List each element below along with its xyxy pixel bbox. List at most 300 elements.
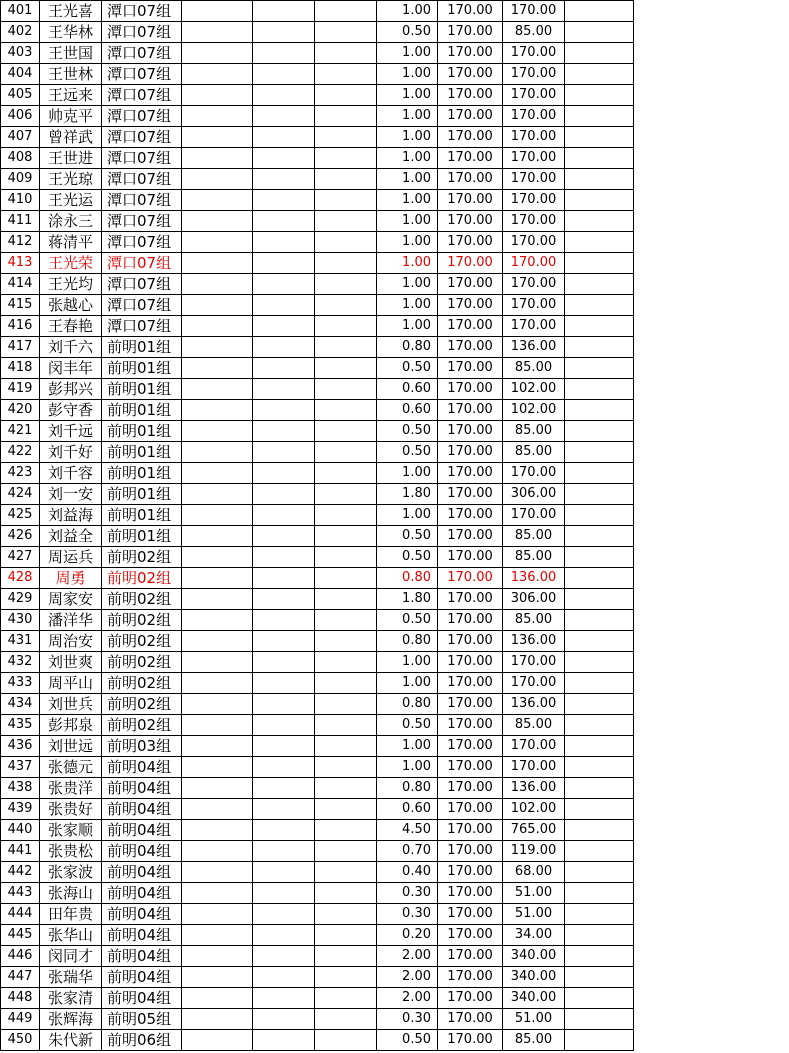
quantity-cell[interactable]: 0.50	[377, 526, 438, 547]
empty-cell[interactable]	[565, 106, 634, 127]
empty-cell[interactable]	[565, 589, 634, 610]
group-cell[interactable]: 前明01组	[102, 337, 182, 358]
empty-cell[interactable]	[182, 883, 253, 904]
amount-cell[interactable]: 136.00	[503, 568, 565, 589]
name-cell[interactable]: 闵同才	[40, 946, 102, 967]
row-number-cell[interactable]: 416	[1, 316, 40, 337]
row-number-cell[interactable]: 419	[1, 379, 40, 400]
row-number-cell[interactable]: 406	[1, 106, 40, 127]
group-cell[interactable]: 前明01组	[102, 526, 182, 547]
unit-price-cell[interactable]: 170.00	[438, 883, 503, 904]
empty-cell[interactable]	[315, 652, 377, 673]
quantity-cell[interactable]: 1.00	[377, 505, 438, 526]
empty-cell[interactable]	[315, 610, 377, 631]
empty-cell[interactable]	[315, 463, 377, 484]
empty-cell[interactable]	[565, 316, 634, 337]
quantity-cell[interactable]: 1.00	[377, 43, 438, 64]
amount-cell[interactable]: 136.00	[503, 778, 565, 799]
empty-cell[interactable]	[565, 484, 634, 505]
empty-cell[interactable]	[182, 589, 253, 610]
empty-cell[interactable]	[253, 652, 315, 673]
empty-cell[interactable]	[182, 1, 253, 22]
row-number-cell[interactable]: 422	[1, 442, 40, 463]
empty-cell[interactable]	[565, 694, 634, 715]
row-number-cell[interactable]: 448	[1, 988, 40, 1009]
row-number-cell[interactable]: 447	[1, 967, 40, 988]
group-cell[interactable]: 前明04组	[102, 778, 182, 799]
empty-cell[interactable]	[253, 589, 315, 610]
unit-price-cell[interactable]: 170.00	[438, 85, 503, 106]
empty-cell[interactable]	[315, 379, 377, 400]
empty-cell[interactable]	[182, 22, 253, 43]
empty-cell[interactable]	[182, 64, 253, 85]
name-cell[interactable]: 王光琼	[40, 169, 102, 190]
quantity-cell[interactable]: 1.80	[377, 484, 438, 505]
amount-cell[interactable]: 170.00	[503, 505, 565, 526]
unit-price-cell[interactable]: 170.00	[438, 631, 503, 652]
empty-cell[interactable]	[182, 925, 253, 946]
group-cell[interactable]: 前明01组	[102, 484, 182, 505]
empty-cell[interactable]	[565, 253, 634, 274]
empty-cell[interactable]	[315, 400, 377, 421]
quantity-cell[interactable]: 0.50	[377, 421, 438, 442]
quantity-cell[interactable]: 0.50	[377, 1030, 438, 1051]
empty-cell[interactable]	[315, 547, 377, 568]
row-number-cell[interactable]: 421	[1, 421, 40, 442]
group-cell[interactable]: 前明05组	[102, 1009, 182, 1030]
quantity-cell[interactable]: 2.00	[377, 946, 438, 967]
unit-price-cell[interactable]: 170.00	[438, 526, 503, 547]
empty-cell[interactable]	[253, 1030, 315, 1051]
empty-cell[interactable]	[182, 295, 253, 316]
quantity-cell[interactable]: 0.60	[377, 379, 438, 400]
group-cell[interactable]: 前明02组	[102, 547, 182, 568]
amount-cell[interactable]: 170.00	[503, 190, 565, 211]
empty-cell[interactable]	[182, 316, 253, 337]
name-cell[interactable]: 王世进	[40, 148, 102, 169]
empty-cell[interactable]	[315, 232, 377, 253]
unit-price-cell[interactable]: 170.00	[438, 1009, 503, 1030]
group-cell[interactable]: 前明01组	[102, 442, 182, 463]
amount-cell[interactable]: 170.00	[503, 64, 565, 85]
empty-cell[interactable]	[315, 43, 377, 64]
empty-cell[interactable]	[182, 253, 253, 274]
empty-cell[interactable]	[315, 904, 377, 925]
group-cell[interactable]: 前明02组	[102, 631, 182, 652]
row-number-cell[interactable]: 440	[1, 820, 40, 841]
empty-cell[interactable]	[182, 337, 253, 358]
group-cell[interactable]: 前明06组	[102, 1030, 182, 1051]
quantity-cell[interactable]: 0.30	[377, 904, 438, 925]
empty-cell[interactable]	[565, 778, 634, 799]
name-cell[interactable]: 周治安	[40, 631, 102, 652]
amount-cell[interactable]: 765.00	[503, 820, 565, 841]
row-number-cell[interactable]: 431	[1, 631, 40, 652]
empty-cell[interactable]	[253, 946, 315, 967]
empty-cell[interactable]	[315, 799, 377, 820]
amount-cell[interactable]: 85.00	[503, 22, 565, 43]
empty-cell[interactable]	[565, 337, 634, 358]
empty-cell[interactable]	[182, 547, 253, 568]
amount-cell[interactable]: 119.00	[503, 841, 565, 862]
group-cell[interactable]: 潭口07组	[102, 253, 182, 274]
quantity-cell[interactable]: 0.80	[377, 694, 438, 715]
group-cell[interactable]: 前明04组	[102, 820, 182, 841]
unit-price-cell[interactable]: 170.00	[438, 589, 503, 610]
empty-cell[interactable]	[182, 1009, 253, 1030]
group-cell[interactable]: 前明02组	[102, 694, 182, 715]
row-number-cell[interactable]: 430	[1, 610, 40, 631]
empty-cell[interactable]	[565, 274, 634, 295]
empty-cell[interactable]	[315, 1009, 377, 1030]
empty-cell[interactable]	[315, 568, 377, 589]
empty-cell[interactable]	[315, 967, 377, 988]
group-cell[interactable]: 前明04组	[102, 967, 182, 988]
name-cell[interactable]: 刘世爽	[40, 652, 102, 673]
empty-cell[interactable]	[565, 148, 634, 169]
unit-price-cell[interactable]: 170.00	[438, 442, 503, 463]
unit-price-cell[interactable]: 170.00	[438, 967, 503, 988]
amount-cell[interactable]: 102.00	[503, 379, 565, 400]
group-cell[interactable]: 前明04组	[102, 799, 182, 820]
row-number-cell[interactable]: 439	[1, 799, 40, 820]
empty-cell[interactable]	[253, 127, 315, 148]
empty-cell[interactable]	[315, 22, 377, 43]
group-cell[interactable]: 前明03组	[102, 736, 182, 757]
amount-cell[interactable]: 136.00	[503, 694, 565, 715]
unit-price-cell[interactable]: 170.00	[438, 190, 503, 211]
empty-cell[interactable]	[565, 64, 634, 85]
empty-cell[interactable]	[315, 883, 377, 904]
row-number-cell[interactable]: 446	[1, 946, 40, 967]
group-cell[interactable]: 前明01组	[102, 379, 182, 400]
empty-cell[interactable]	[253, 43, 315, 64]
row-number-cell[interactable]: 420	[1, 400, 40, 421]
row-number-cell[interactable]: 450	[1, 1030, 40, 1051]
quantity-cell[interactable]: 0.30	[377, 1009, 438, 1030]
quantity-cell[interactable]: 2.00	[377, 967, 438, 988]
empty-cell[interactable]	[253, 526, 315, 547]
empty-cell[interactable]	[182, 505, 253, 526]
amount-cell[interactable]: 170.00	[503, 316, 565, 337]
group-cell[interactable]: 前明01组	[102, 463, 182, 484]
quantity-cell[interactable]: 1.00	[377, 757, 438, 778]
empty-cell[interactable]	[565, 442, 634, 463]
empty-cell[interactable]	[253, 337, 315, 358]
amount-cell[interactable]: 68.00	[503, 862, 565, 883]
name-cell[interactable]: 闵丰年	[40, 358, 102, 379]
empty-cell[interactable]	[253, 232, 315, 253]
quantity-cell[interactable]: 1.00	[377, 253, 438, 274]
empty-cell[interactable]	[565, 904, 634, 925]
amount-cell[interactable]: 170.00	[503, 736, 565, 757]
quantity-cell[interactable]: 2.00	[377, 988, 438, 1009]
empty-cell[interactable]	[315, 106, 377, 127]
empty-cell[interactable]	[253, 967, 315, 988]
unit-price-cell[interactable]: 170.00	[438, 421, 503, 442]
name-cell[interactable]: 刘世远	[40, 736, 102, 757]
row-number-cell[interactable]: 408	[1, 148, 40, 169]
empty-cell[interactable]	[315, 820, 377, 841]
amount-cell[interactable]: 102.00	[503, 400, 565, 421]
empty-cell[interactable]	[253, 925, 315, 946]
group-cell[interactable]: 前明02组	[102, 652, 182, 673]
empty-cell[interactable]	[315, 1, 377, 22]
quantity-cell[interactable]: 1.00	[377, 736, 438, 757]
empty-cell[interactable]	[315, 253, 377, 274]
unit-price-cell[interactable]: 170.00	[438, 799, 503, 820]
amount-cell[interactable]: 51.00	[503, 904, 565, 925]
name-cell[interactable]: 张海山	[40, 883, 102, 904]
group-cell[interactable]: 前明04组	[102, 988, 182, 1009]
empty-cell[interactable]	[253, 547, 315, 568]
unit-price-cell[interactable]: 170.00	[438, 463, 503, 484]
unit-price-cell[interactable]: 170.00	[438, 253, 503, 274]
empty-cell[interactable]	[182, 610, 253, 631]
empty-cell[interactable]	[182, 484, 253, 505]
unit-price-cell[interactable]: 170.00	[438, 337, 503, 358]
empty-cell[interactable]	[182, 148, 253, 169]
group-cell[interactable]: 前明04组	[102, 841, 182, 862]
group-cell[interactable]: 潭口07组	[102, 190, 182, 211]
empty-cell[interactable]	[182, 106, 253, 127]
quantity-cell[interactable]: 0.50	[377, 358, 438, 379]
name-cell[interactable]: 王光荣	[40, 253, 102, 274]
quantity-cell[interactable]: 1.00	[377, 127, 438, 148]
unit-price-cell[interactable]: 170.00	[438, 841, 503, 862]
group-cell[interactable]: 前明02组	[102, 610, 182, 631]
name-cell[interactable]: 王春艳	[40, 316, 102, 337]
unit-price-cell[interactable]: 170.00	[438, 778, 503, 799]
unit-price-cell[interactable]: 170.00	[438, 694, 503, 715]
name-cell[interactable]: 张家顺	[40, 820, 102, 841]
empty-cell[interactable]	[565, 715, 634, 736]
quantity-cell[interactable]: 1.00	[377, 673, 438, 694]
group-cell[interactable]: 潭口07组	[102, 232, 182, 253]
empty-cell[interactable]	[565, 757, 634, 778]
group-cell[interactable]: 前明01组	[102, 505, 182, 526]
quantity-cell[interactable]: 0.80	[377, 778, 438, 799]
empty-cell[interactable]	[315, 505, 377, 526]
unit-price-cell[interactable]: 170.00	[438, 211, 503, 232]
quantity-cell[interactable]: 0.80	[377, 631, 438, 652]
name-cell[interactable]: 刘千容	[40, 463, 102, 484]
name-cell[interactable]: 彭守香	[40, 400, 102, 421]
empty-cell[interactable]	[253, 316, 315, 337]
unit-price-cell[interactable]: 170.00	[438, 106, 503, 127]
quantity-cell[interactable]: 1.80	[377, 589, 438, 610]
row-number-cell[interactable]: 413	[1, 253, 40, 274]
row-number-cell[interactable]: 436	[1, 736, 40, 757]
empty-cell[interactable]	[253, 400, 315, 421]
name-cell[interactable]: 张华山	[40, 925, 102, 946]
name-cell[interactable]: 潘洋华	[40, 610, 102, 631]
name-cell[interactable]: 彭邦兴	[40, 379, 102, 400]
quantity-cell[interactable]: 0.70	[377, 841, 438, 862]
empty-cell[interactable]	[253, 862, 315, 883]
unit-price-cell[interactable]: 170.00	[438, 316, 503, 337]
empty-cell[interactable]	[565, 1009, 634, 1030]
group-cell[interactable]: 潭口07组	[102, 274, 182, 295]
quantity-cell[interactable]: 1.00	[377, 463, 438, 484]
empty-cell[interactable]	[182, 841, 253, 862]
empty-cell[interactable]	[182, 43, 253, 64]
empty-cell[interactable]	[565, 169, 634, 190]
quantity-cell[interactable]: 1.00	[377, 169, 438, 190]
empty-cell[interactable]	[253, 295, 315, 316]
amount-cell[interactable]: 34.00	[503, 925, 565, 946]
empty-cell[interactable]	[182, 904, 253, 925]
empty-cell[interactable]	[315, 631, 377, 652]
empty-cell[interactable]	[253, 799, 315, 820]
amount-cell[interactable]: 170.00	[503, 169, 565, 190]
empty-cell[interactable]	[565, 568, 634, 589]
unit-price-cell[interactable]: 170.00	[438, 673, 503, 694]
empty-cell[interactable]	[315, 841, 377, 862]
group-cell[interactable]: 前明02组	[102, 589, 182, 610]
group-cell[interactable]: 潭口07组	[102, 43, 182, 64]
empty-cell[interactable]	[253, 442, 315, 463]
empty-cell[interactable]	[565, 421, 634, 442]
empty-cell[interactable]	[253, 736, 315, 757]
group-cell[interactable]: 前明04组	[102, 925, 182, 946]
empty-cell[interactable]	[565, 673, 634, 694]
name-cell[interactable]: 张贵好	[40, 799, 102, 820]
amount-cell[interactable]: 170.00	[503, 211, 565, 232]
empty-cell[interactable]	[315, 484, 377, 505]
quantity-cell[interactable]: 1.00	[377, 85, 438, 106]
empty-cell[interactable]	[565, 820, 634, 841]
unit-price-cell[interactable]: 170.00	[438, 484, 503, 505]
empty-cell[interactable]	[565, 379, 634, 400]
empty-cell[interactable]	[253, 169, 315, 190]
empty-cell[interactable]	[182, 631, 253, 652]
name-cell[interactable]: 田年贵	[40, 904, 102, 925]
group-cell[interactable]: 潭口07组	[102, 85, 182, 106]
row-number-cell[interactable]: 432	[1, 652, 40, 673]
row-number-cell[interactable]: 415	[1, 295, 40, 316]
unit-price-cell[interactable]: 170.00	[438, 862, 503, 883]
amount-cell[interactable]: 306.00	[503, 589, 565, 610]
name-cell[interactable]: 彭邦泉	[40, 715, 102, 736]
amount-cell[interactable]: 170.00	[503, 1, 565, 22]
name-cell[interactable]: 王光运	[40, 190, 102, 211]
name-cell[interactable]: 张德元	[40, 757, 102, 778]
amount-cell[interactable]: 85.00	[503, 715, 565, 736]
unit-price-cell[interactable]: 170.00	[438, 1030, 503, 1051]
empty-cell[interactable]	[182, 757, 253, 778]
empty-cell[interactable]	[315, 85, 377, 106]
empty-cell[interactable]	[253, 694, 315, 715]
group-cell[interactable]: 潭口07组	[102, 316, 182, 337]
amount-cell[interactable]: 85.00	[503, 526, 565, 547]
name-cell[interactable]: 张贵洋	[40, 778, 102, 799]
quantity-cell[interactable]: 0.50	[377, 22, 438, 43]
unit-price-cell[interactable]: 170.00	[438, 904, 503, 925]
group-cell[interactable]: 潭口07组	[102, 169, 182, 190]
name-cell[interactable]: 刘一安	[40, 484, 102, 505]
empty-cell[interactable]	[315, 442, 377, 463]
amount-cell[interactable]: 306.00	[503, 484, 565, 505]
name-cell[interactable]: 王远来	[40, 85, 102, 106]
empty-cell[interactable]	[315, 295, 377, 316]
quantity-cell[interactable]: 0.40	[377, 862, 438, 883]
unit-price-cell[interactable]: 170.00	[438, 379, 503, 400]
group-cell[interactable]: 前明01组	[102, 358, 182, 379]
unit-price-cell[interactable]: 170.00	[438, 505, 503, 526]
name-cell[interactable]: 张贵松	[40, 841, 102, 862]
group-cell[interactable]: 前明04组	[102, 883, 182, 904]
name-cell[interactable]: 张家波	[40, 862, 102, 883]
name-cell[interactable]: 曾祥武	[40, 127, 102, 148]
empty-cell[interactable]	[565, 610, 634, 631]
name-cell[interactable]: 王世林	[40, 64, 102, 85]
empty-cell[interactable]	[182, 736, 253, 757]
quantity-cell[interactable]: 1.00	[377, 295, 438, 316]
empty-cell[interactable]	[315, 64, 377, 85]
empty-cell[interactable]	[182, 988, 253, 1009]
empty-cell[interactable]	[253, 568, 315, 589]
empty-cell[interactable]	[253, 148, 315, 169]
empty-cell[interactable]	[182, 379, 253, 400]
empty-cell[interactable]	[182, 190, 253, 211]
empty-cell[interactable]	[182, 127, 253, 148]
empty-cell[interactable]	[565, 946, 634, 967]
empty-cell[interactable]	[565, 736, 634, 757]
empty-cell[interactable]	[253, 1, 315, 22]
row-number-cell[interactable]: 445	[1, 925, 40, 946]
unit-price-cell[interactable]: 170.00	[438, 652, 503, 673]
empty-cell[interactable]	[315, 673, 377, 694]
empty-cell[interactable]	[565, 799, 634, 820]
name-cell[interactable]: 张瑞华	[40, 967, 102, 988]
empty-cell[interactable]	[253, 463, 315, 484]
group-cell[interactable]: 前明04组	[102, 946, 182, 967]
unit-price-cell[interactable]: 170.00	[438, 1, 503, 22]
unit-price-cell[interactable]: 170.00	[438, 43, 503, 64]
empty-cell[interactable]	[253, 211, 315, 232]
amount-cell[interactable]: 51.00	[503, 883, 565, 904]
name-cell[interactable]: 蒋清平	[40, 232, 102, 253]
empty-cell[interactable]	[565, 358, 634, 379]
amount-cell[interactable]: 170.00	[503, 463, 565, 484]
empty-cell[interactable]	[253, 820, 315, 841]
name-cell[interactable]: 周家安	[40, 589, 102, 610]
group-cell[interactable]: 潭口07组	[102, 148, 182, 169]
amount-cell[interactable]: 170.00	[503, 295, 565, 316]
empty-cell[interactable]	[253, 274, 315, 295]
unit-price-cell[interactable]: 170.00	[438, 64, 503, 85]
amount-cell[interactable]: 170.00	[503, 673, 565, 694]
empty-cell[interactable]	[182, 946, 253, 967]
amount-cell[interactable]: 170.00	[503, 148, 565, 169]
empty-cell[interactable]	[315, 862, 377, 883]
unit-price-cell[interactable]: 170.00	[438, 610, 503, 631]
group-cell[interactable]: 前明02组	[102, 568, 182, 589]
name-cell[interactable]: 王世国	[40, 43, 102, 64]
empty-cell[interactable]	[565, 400, 634, 421]
row-number-cell[interactable]: 427	[1, 547, 40, 568]
quantity-cell[interactable]: 0.50	[377, 547, 438, 568]
amount-cell[interactable]: 170.00	[503, 757, 565, 778]
group-cell[interactable]: 前明04组	[102, 904, 182, 925]
group-cell[interactable]: 潭口07组	[102, 211, 182, 232]
empty-cell[interactable]	[315, 358, 377, 379]
amount-cell[interactable]: 340.00	[503, 946, 565, 967]
empty-cell[interactable]	[565, 883, 634, 904]
name-cell[interactable]: 刘世兵	[40, 694, 102, 715]
quantity-cell[interactable]: 0.60	[377, 799, 438, 820]
